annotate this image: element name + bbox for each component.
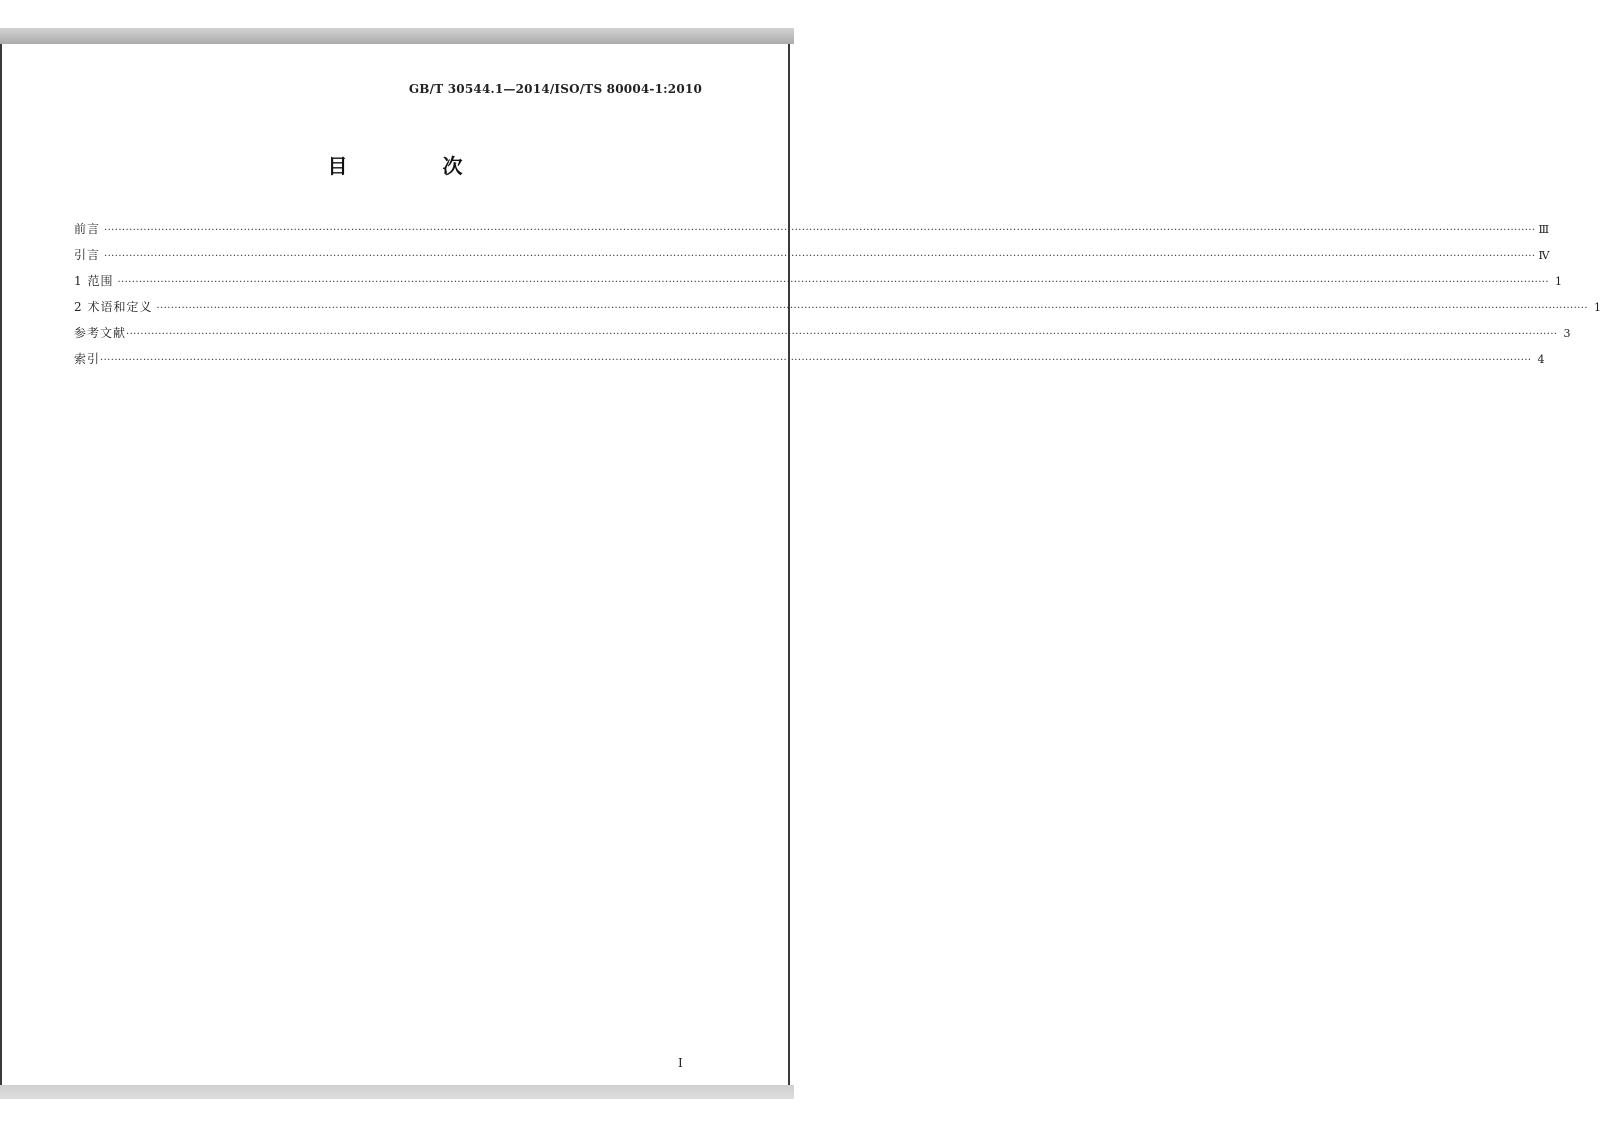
toc-entry[interactable] xyxy=(74,220,1550,246)
toc-entry-page: 3 xyxy=(1563,327,1571,340)
viewer-bottom-band xyxy=(0,1085,794,1099)
toc-entry[interactable] xyxy=(74,350,1545,376)
standard-code: GB/T 30544.1—2014/ISO/TS 80004-1:2010 xyxy=(408,82,702,96)
toc-entry-label: 前言 xyxy=(74,222,101,236)
toc-leader-dots: ················································································································································································································································································································································································································ xyxy=(156,303,1588,314)
toc-title: 目 次 xyxy=(327,154,507,178)
toc-entry-label: 索引 xyxy=(74,352,101,366)
toc-entry[interactable] xyxy=(74,246,1550,272)
viewer-top-band xyxy=(0,28,794,44)
toc-entry-label: 引言 xyxy=(74,248,101,262)
table-of-contents xyxy=(74,220,1601,376)
toc-entry[interactable] xyxy=(74,272,1562,298)
toc-leader-dots: ················································································································································································································································································································································································································ xyxy=(104,251,1536,262)
page-number: I xyxy=(678,1056,683,1070)
toc-entry[interactable] xyxy=(74,324,1571,350)
toc-entry-page: 4 xyxy=(1537,353,1545,366)
document-page xyxy=(0,44,1601,1085)
toc-leader-dots: ················································································································································································································································································································································································································ xyxy=(126,329,1558,340)
toc-entry-label: 参考文献 xyxy=(74,326,127,340)
toc-entry-page: Ⅲ xyxy=(1538,223,1550,236)
toc-entry-page: 1 xyxy=(1593,301,1601,314)
toc-entry-page: Ⅳ xyxy=(1538,249,1550,262)
toc-entry-label: 1 范围 xyxy=(74,274,114,288)
toc-entry[interactable] xyxy=(74,298,1601,324)
toc-leader-dots: ················································································································································································································································································································································································································ xyxy=(104,225,1536,236)
toc-entry-label: 2 术语和定义 xyxy=(74,300,153,314)
toc-leader-dots: ················································································································································································································································································································································································································ xyxy=(117,277,1549,288)
toc-leader-dots: ················································································································································································································································································································································································································ xyxy=(100,355,1532,366)
toc-entry-page: 1 xyxy=(1554,275,1562,288)
